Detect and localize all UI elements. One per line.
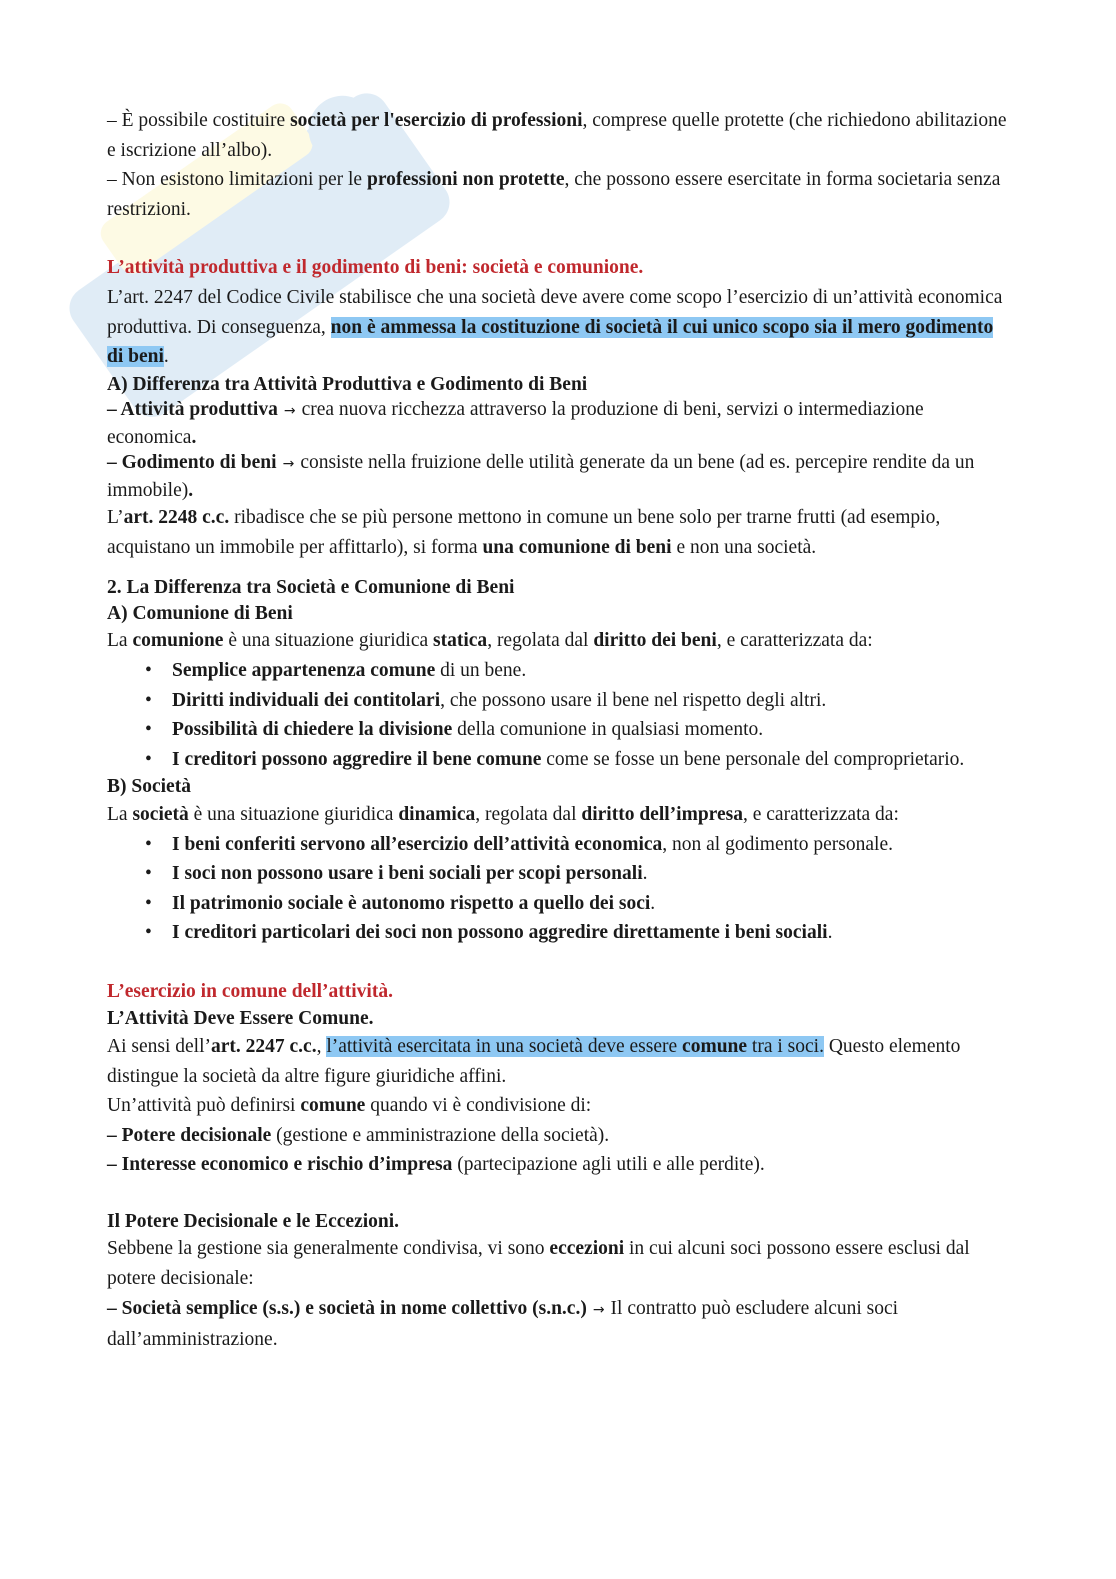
societa-list	[107, 830, 1007, 948]
subsection-comunione-title: A) Comunione di Beni	[107, 602, 293, 624]
definition-enjoyment: – Godimento di beni → consiste nella fruizione delle utilità generate da un bene (ad es. percepire rendite da un immobile).	[107, 452, 975, 501]
list-item: • I soci non possono usare i beni sociali per scopi personali.	[107, 859, 1007, 889]
list-item: • I creditori possono aggredire il bene comune come se fosse un bene personale del comproprietario.	[107, 745, 1007, 775]
comunione-list	[107, 656, 1007, 774]
list-item: • I creditori particolari dei soci non possono aggredire direttamente i beni sociali.	[107, 918, 1007, 948]
highlighted-text: l’attività esercitata in una società deve essere comune tra i soci.	[326, 1035, 824, 1057]
definition-productive: – Attività produttiva → crea nuova ricchezza attraverso la produzione di beni, servizi o intermediazione economica.	[107, 399, 924, 448]
section-4-title: Il Potere Decisionale e le Eccezioni.	[107, 1210, 400, 1232]
societa-paragraph: La società è una situazione giuridica dinamica, regolata dal diritto dell’impresa, e caratterizzata da:	[107, 803, 899, 825]
highlighted-text: non è ammessa la costituzione di società il cui unico scopo sia il mero godimento di beni	[107, 316, 994, 368]
section-2-title: 2. La Differenza tra Società e Comunione di Beni	[107, 577, 515, 599]
section-1-paragraph-2: L’art. 2248 c.c. ribadisce che se più persone mettono in comune un bene solo per trarne frutti (ad esempio, acquistano un immobile per affittarlo), si forma una comunione di beni e non una società.	[107, 507, 941, 558]
section-4-line-1: – Società semplice (s.s.) e società in nome collettivo (s.n.c.) → Il contratto può escludere alcuni soci dall’amministrazione.	[107, 1297, 899, 1351]
intro-line-2: – Non esistono limitazioni per le professioni non protette, che possono essere esercitate in forma societaria senza restrizioni.	[107, 169, 1001, 220]
intro-line-1: – È possibile costituire società per l'esercizio di professioni, comprese quelle protette (che richiedono abilitazione e iscrizione all’albo).	[107, 110, 1007, 161]
arrow-icon: →	[283, 403, 296, 420]
subsection-societa-title: B) Società	[107, 776, 191, 798]
section-3-title: L’esercizio in comune dell’attività.	[107, 980, 393, 1002]
section-3-paragraph: Ai sensi dell’art. 2247 c.c., l’attività esercitata in una società deve essere comune tra i soci. Questo elemento distingue la società da altre figure giuridiche affini.	[107, 1035, 961, 1087]
arrow-icon: →	[592, 1301, 605, 1318]
section-4-paragraph: Sebbene la gestione sia generalmente condivisa, vi sono eccezioni in cui alcuni soci possono essere esclusi dal potere decisionale:	[107, 1238, 970, 1290]
list-item: • I beni conferiti servono all’esercizio dell’attività economica, non al godimento personale.	[107, 830, 1007, 860]
subsection-a-title: A) Differenza tra Attività Produttiva e Godimento di Beni	[107, 373, 588, 395]
list-item: • Il patrimonio sociale è autonomo rispetto a quello dei soci.	[107, 889, 1007, 919]
section-3-line-2: – Interesse economico e rischio d’impresa (partecipazione agli utili e alle perdite).	[107, 1154, 765, 1176]
document-page	[107, 106, 1007, 1355]
list-item: • Semplice appartenenza comune di un bene.	[107, 656, 1007, 686]
section-1-title: L’attività produttiva e il godimento di beni: società e comunione.	[107, 257, 644, 279]
section-3-paragraph-2: Un’attività può definirsi comune quando vi è condivisione di:	[107, 1095, 592, 1117]
list-item: • Diritti individuali dei contitolari, che possono usare il bene nel rispetto degli altri.	[107, 686, 1007, 716]
list-item: • Possibilità di chiedere la divisione della comunione in qualsiasi momento.	[107, 715, 1007, 745]
subsection-attivita-comune-title: L’Attività Deve Essere Comune.	[107, 1008, 374, 1030]
section-1-paragraph: L’art. 2247 del Codice Civile stabilisce che una società deve avere come scopo l’esercizio di un’attività economica produttiva. Di conseguenza, non è ammessa la costituzione di società il cui unico scopo sia il mero godimento di beni.	[107, 286, 1003, 368]
section-3-line-1: – Potere decisionale (gestione e amministrazione della società).	[107, 1124, 610, 1146]
arrow-icon: →	[282, 456, 295, 473]
comunione-paragraph: La comunione è una situazione giuridica statica, regolata dal diritto dei beni, e caratterizzata da:	[107, 630, 873, 652]
